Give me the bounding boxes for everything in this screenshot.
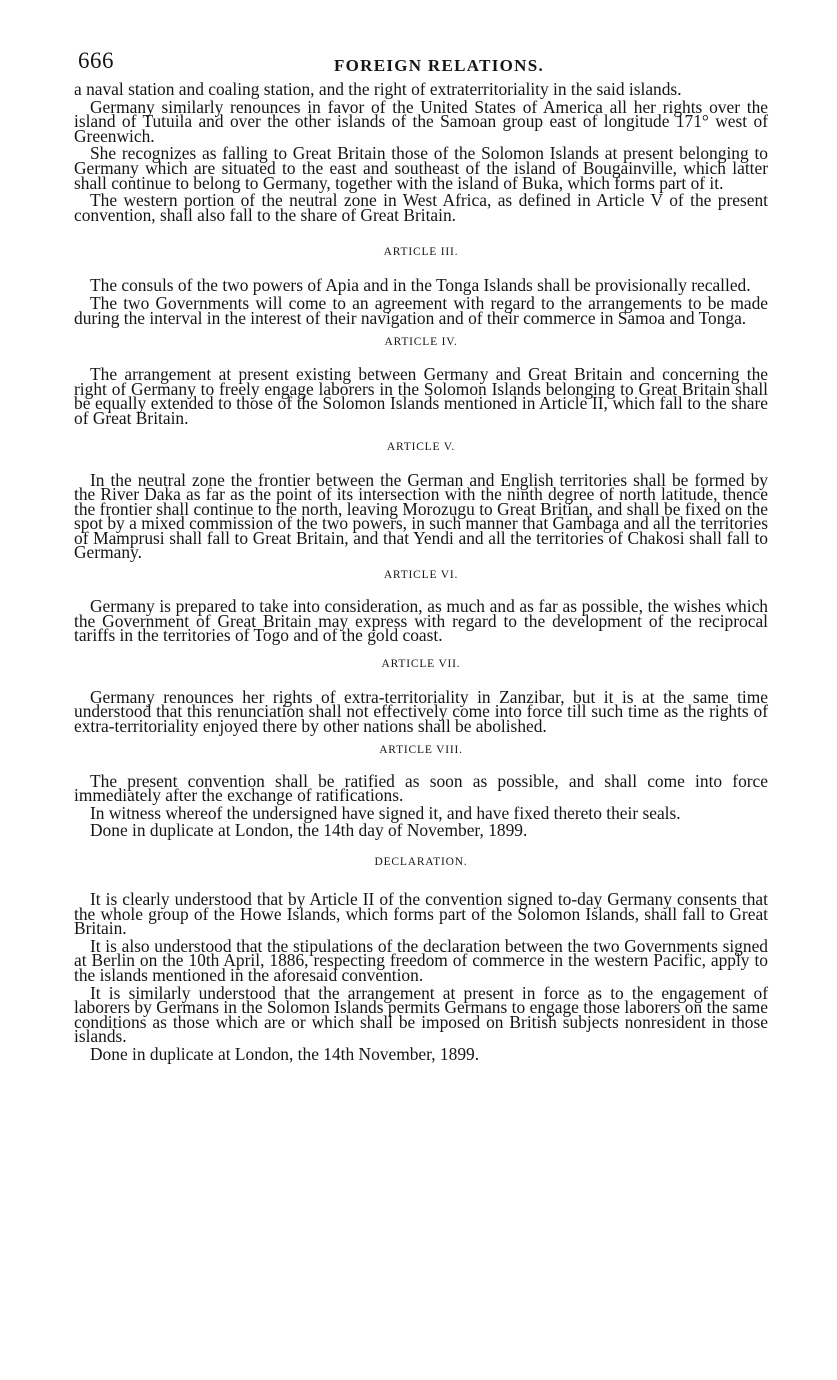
paragraph: Germany similarly renounces in favor of the United States of America all her rights over the island of Tutuila and over the other islands of the Samoan group east of longitude 171° west of Greenwich. [74,96,768,146]
document-page [74,44,768,1062]
paragraph: The arrangement at present existing between Germany and Great Britain and concerning the right of Germany to freely engage laborers in the Solomon Islands belonging to Great Britain shall be equally extended to those of the Solomon Islands mentioned in Article II, which fall to the share of Great Britain. [74,364,768,428]
declaration-heading: DECLARATION. [374,856,468,868]
paragraph: It is also understood that the stipulations of the declaration between the two Governments signed at Berlin on the 10th April, 1886, respecting freedom of commerce in the western Pacific, apply to the islands mentioned in the aforesaid convention. [74,935,768,985]
paragraph-continued: a naval station and coaling station, and the right of extraterritoriality in the said islands. [74,79,682,99]
paragraph: The present convention shall be ratified as soon as possible, and shall come into force immediately after the exchange of ratifications. [74,770,768,806]
article-8-heading: ARTICLE VIII. [379,743,463,756]
article-3-heading: ARTICLE III. [383,246,459,259]
paragraph: It is similarly understood that the arrangement at present in force as to the engagement of laborers by Germans in the Solomon Islands permits Germans to engage those laborers on the same conditions as those which are or which shall be imposed on British subjects nonresident in those islands. [74,982,768,1047]
paragraph: The western portion of the neutral zone in West Africa, as defined in Article V of the present convention, shall also fall to the share of Great Britain. [74,190,768,225]
article-6-heading: ARTICLE VI. [383,569,459,582]
page-number: 666 [78,48,114,73]
paragraph: The two Governments will come to an agreement with regard to the arrangements to be made during the interval in the interest of their navigation and of their commerce in Samoa and Tonga. [74,292,768,328]
paragraph: In the neutral zone the frontier between the German and English territories shall be formed by the River Daka as far as the point of its intersection with the ninth degree of north latitude, thence the frontier shall continue to the north, leaving Morozugu to Great Britian, and shall be fixed on the spot by a mixed commission of the two powers, in such manner that Gambaga and all the territories of Mamprusi shall fall to Great Britain, and that Yendi and all the territories of Chakosi shall fall to Germany. [74,469,768,563]
article-7-heading: ARTICLE VII. [381,657,461,670]
running-head [74,44,768,82]
paragraph: Germany renounces her rights of extra-territoriality in Zanzibar, but it is at the same time understood that this renunciation shall not effectively come into force till such time as the rights of extra-territoriality enjoyed there by other nations shall be abolished. [74,686,768,737]
paragraph: In witness whereof the undersigned have signed it, and have fixed thereto their seals. [90,802,681,823]
article-4-heading: ARTICLE IV. [384,336,458,349]
article-5-heading: ARTICLE V. [386,440,456,453]
paragraph: Done in duplicate at London, the 14th November, 1899. [90,1043,480,1064]
paragraph: Done in duplicate at London, the 14th day of November, 1899. [90,820,528,841]
paragraph: The consuls of the two powers of Apia and in the Tonga Islands shall be provisionally recalled. [90,275,751,296]
paragraph: Germany is prepared to take into consideration, as much and as far as possible, the wishes which the Government of Great Britain may express with regard to the development of the reciprocal tariffs in the territories of Togo and of the gold coast. [74,596,768,646]
paragraph: It is clearly understood that by Article II of the convention signed to-day Germany consents that the whole group of the Howe Islands, which forms part of the Solomon Islands, shall fall to Great Britain. [74,889,768,939]
running-title: FOREIGN RELATIONS. [333,56,545,75]
paragraph: She recognizes as falling to Great Britain those of the Solomon Islands at present belonging to Germany which are situated to the east and southeast of the island of Bougainville, which latter shall continue to belong to Germany, together with the island of Buka, which forms part of it. [74,143,768,193]
